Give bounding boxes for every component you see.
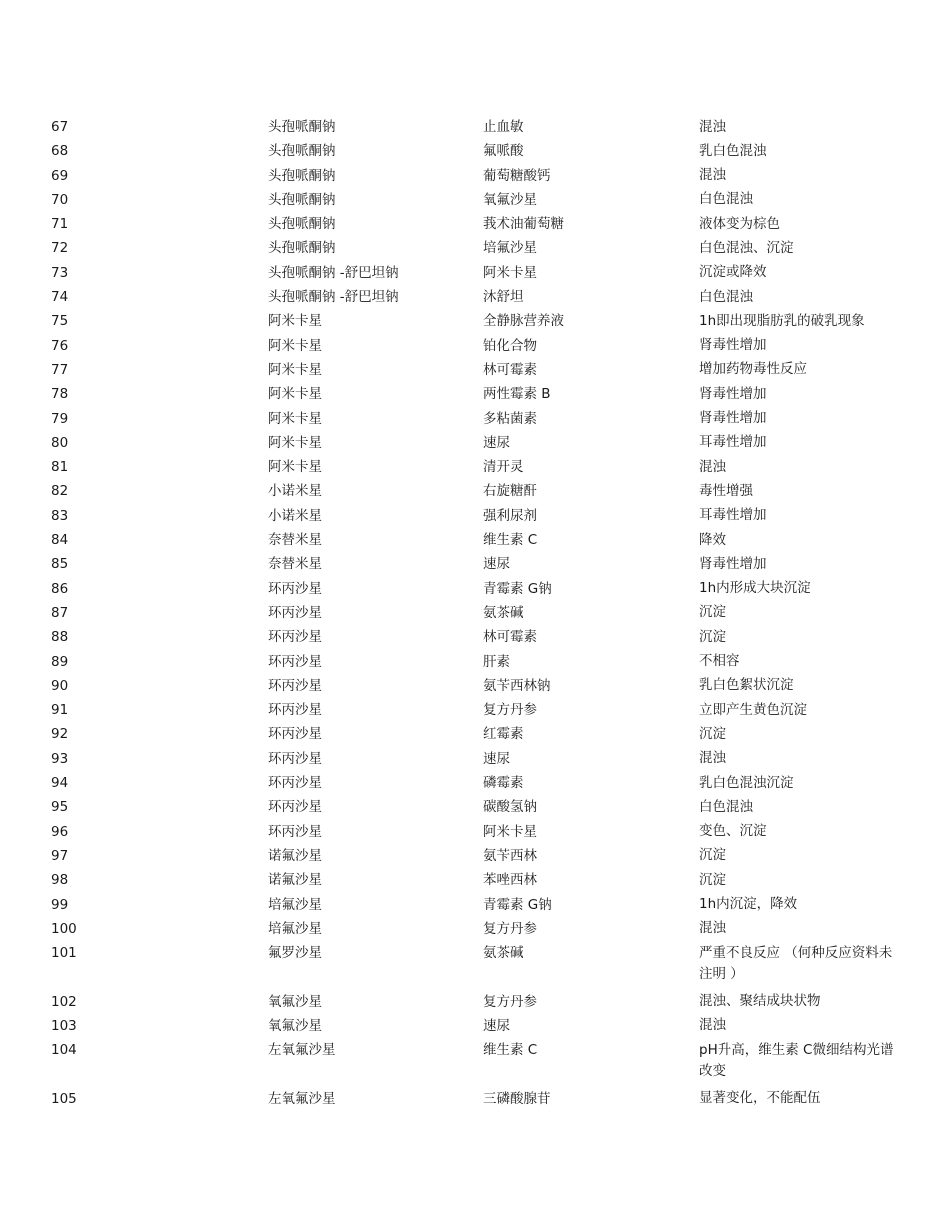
row-number: 80 — [51, 434, 69, 451]
row-number: 91 — [51, 702, 69, 719]
drug-b-cell: 维生素 C — [483, 532, 538, 549]
table-row — [0, 1038, 950, 1087]
table-row — [0, 698, 950, 722]
table-row — [0, 164, 950, 188]
drug-b-cell: 氨茶碱 — [483, 945, 524, 962]
row-number: 98 — [51, 872, 69, 889]
result-cell: 显著变化，不能配伍 — [699, 1090, 821, 1107]
result-cell: 混浊 — [699, 920, 726, 937]
drug-a-cell: 阿米卡星 — [268, 313, 322, 330]
row-number: 105 — [51, 1090, 77, 1107]
drug-a-cell: 环丙沙星 — [268, 823, 322, 840]
table-row — [0, 941, 950, 990]
result-cell: 乳白色混浊沉淀 — [699, 774, 794, 791]
drug-b-cell: 碳酸氢钠 — [483, 799, 537, 816]
drug-b-cell: 磷霉素 — [483, 775, 524, 792]
result-cell: 肾毒性增加 — [699, 410, 767, 427]
result-cell: 液体变为棕色 — [699, 215, 780, 232]
result-cell: 沉淀 — [699, 628, 726, 645]
drug-b-cell: 两性霉素 B — [483, 386, 551, 403]
drug-b-cell: 速尿 — [483, 750, 510, 767]
result-cell: 白色混浊、沉淀 — [699, 239, 794, 256]
drug-a-cell: 阿米卡星 — [268, 410, 322, 427]
table-row — [0, 479, 950, 503]
row-number: 76 — [51, 337, 69, 354]
drug-a-cell: 阿米卡星 — [268, 459, 322, 476]
drug-b-cell: 林可霉素 — [483, 629, 537, 646]
drug-b-cell: 林可霉素 — [483, 361, 537, 378]
result-cell: 变色、沉淀 — [699, 823, 767, 840]
drug-a-cell: 培氟沙星 — [268, 920, 322, 937]
row-number: 101 — [51, 945, 77, 962]
drug-b-cell: 多粘菌素 — [483, 410, 537, 427]
drug-a-cell: 小诺米星 — [268, 483, 322, 500]
drug-b-cell: 氟哌酸 — [483, 143, 524, 160]
drug-a-cell: 头孢哌酮钠 — [268, 119, 336, 135]
result-cell: 增加药物毒性反应 — [699, 361, 807, 378]
row-number: 73 — [51, 264, 69, 281]
row-number: 75 — [51, 313, 69, 330]
row-number: 89 — [51, 653, 69, 670]
result-cell: pH升高，维生素 C微细结构光谱改变 — [699, 1041, 894, 1079]
row-number: 79 — [51, 410, 69, 427]
table-row — [0, 431, 950, 455]
drug-a-cell: 培氟沙星 — [268, 896, 322, 913]
drug-a-cell: 阿米卡星 — [268, 386, 322, 403]
table-row — [0, 261, 950, 285]
drug-b-cell: 维生素 C — [483, 1042, 538, 1059]
table-row — [0, 407, 950, 431]
table-row — [0, 747, 950, 771]
drug-a-cell: 头孢哌酮钠 — [268, 143, 336, 160]
result-cell: 1h内沉淀，降效 — [699, 896, 798, 912]
row-number: 87 — [51, 604, 69, 621]
row-number: 67 — [51, 119, 69, 135]
table-row — [0, 577, 950, 601]
drug-a-cell: 环丙沙星 — [268, 604, 322, 621]
table-row — [0, 674, 950, 698]
drug-a-cell: 环丙沙星 — [268, 775, 322, 792]
drug-a-cell: 小诺米星 — [268, 507, 322, 524]
row-number: 85 — [51, 556, 69, 573]
table-row — [0, 358, 950, 382]
result-cell: 白色混浊 — [699, 191, 753, 208]
drug-b-cell: 青霉素 G钠 — [483, 580, 552, 597]
table-row — [0, 917, 950, 941]
result-cell: 白色混浊 — [699, 288, 753, 305]
table-row — [0, 820, 950, 844]
table-row — [0, 844, 950, 868]
table-row — [0, 601, 950, 625]
row-number: 104 — [51, 1042, 77, 1059]
table-row — [0, 552, 950, 576]
table-row — [0, 771, 950, 795]
drug-a-cell: 阿米卡星 — [268, 337, 322, 354]
table-row — [0, 795, 950, 819]
drug-a-cell: 环丙沙星 — [268, 799, 322, 816]
drug-b-cell: 氧氟沙星 — [483, 191, 537, 208]
drug-b-cell: 阿米卡星 — [483, 264, 537, 281]
table-row — [0, 115, 950, 139]
table-row — [0, 1087, 950, 1111]
drug-a-cell: 奈替米星 — [268, 532, 322, 549]
table-row — [0, 893, 950, 917]
row-number: 71 — [51, 216, 69, 233]
drug-a-cell: 氧氟沙星 — [268, 1017, 322, 1034]
result-cell: 肾毒性增加 — [699, 337, 767, 354]
table-row — [0, 722, 950, 746]
row-number: 69 — [51, 167, 69, 184]
row-number: 77 — [51, 361, 69, 378]
row-number: 81 — [51, 459, 69, 476]
table-row — [0, 139, 950, 163]
row-number: 72 — [51, 240, 69, 257]
drug-b-cell: 红霉素 — [483, 726, 524, 743]
drug-a-cell: 环丙沙星 — [268, 726, 322, 743]
result-cell: 乳白色混浊 — [699, 142, 767, 159]
drug-a-cell: 头孢哌酮钠 -舒巴坦钠 — [268, 264, 399, 281]
drug-a-cell: 诺氟沙星 — [268, 872, 322, 889]
row-number: 100 — [51, 920, 77, 937]
drug-b-cell: 清开灵 — [483, 459, 524, 476]
row-number: 99 — [51, 896, 69, 913]
drug-a-cell: 阿米卡星 — [268, 434, 322, 451]
result-cell: 1h即出现脂肪乳的破乳现象 — [699, 312, 865, 329]
result-cell: 降效 — [699, 531, 726, 548]
drug-a-cell: 头孢哌酮钠 — [268, 240, 336, 257]
drug-a-cell: 头孢哌酮钠 — [268, 191, 336, 208]
drug-b-cell: 速尿 — [483, 556, 510, 573]
table-row — [0, 1014, 950, 1038]
table-row — [0, 868, 950, 892]
result-cell: 1h内形成大块沉淀 — [699, 580, 811, 597]
result-cell: 沉淀 — [699, 604, 726, 621]
row-number: 96 — [51, 823, 69, 840]
row-number: 82 — [51, 483, 69, 500]
table-row — [0, 236, 950, 260]
result-cell: 沉淀或降效 — [699, 264, 767, 281]
result-cell: 沉淀 — [699, 847, 726, 864]
drug-b-cell: 右旋糖酐 — [483, 483, 537, 500]
row-number: 103 — [51, 1017, 77, 1034]
table-row — [0, 212, 950, 236]
drug-a-cell: 氟罗沙星 — [268, 945, 322, 962]
drug-b-cell: 氨苄西林钠 — [483, 677, 551, 694]
drug-a-cell: 环丙沙星 — [268, 702, 322, 719]
result-cell: 混浊 — [699, 118, 726, 135]
drug-a-cell: 阿米卡星 — [268, 361, 322, 378]
row-number: 88 — [51, 629, 69, 646]
drug-b-cell: 莪术油葡萄糖 — [483, 216, 564, 233]
row-number: 92 — [51, 726, 69, 743]
result-cell: 耳毒性增加 — [699, 507, 767, 524]
result-cell: 沉淀 — [699, 725, 726, 742]
drug-b-cell: 铂化合物 — [483, 337, 537, 354]
row-number: 68 — [51, 143, 69, 160]
drug-a-cell: 环丙沙星 — [268, 750, 322, 767]
result-cell: 沉淀 — [699, 871, 726, 888]
result-cell: 不相容 — [699, 653, 740, 670]
table-row — [0, 309, 950, 333]
drug-b-cell: 氨苄西林 — [483, 847, 537, 864]
row-number: 94 — [51, 775, 69, 792]
row-number: 70 — [51, 191, 69, 208]
drug-b-cell: 复方丹参 — [483, 993, 537, 1010]
drug-b-cell: 青霉素 G钠 — [483, 896, 552, 913]
drug-a-cell: 环丙沙星 — [268, 653, 322, 670]
drug-b-cell: 全静脉营养液 — [483, 313, 564, 330]
row-number: 102 — [51, 993, 77, 1010]
result-cell: 立即产生黄色沉淀 — [699, 701, 807, 718]
drug-b-cell: 速尿 — [483, 1017, 510, 1034]
row-number: 95 — [51, 799, 69, 816]
row-number: 86 — [51, 580, 69, 597]
drug-b-cell: 氨茶碱 — [483, 604, 524, 621]
row-number: 90 — [51, 677, 69, 694]
result-cell: 耳毒性增加 — [699, 434, 767, 451]
drug-b-cell: 三磷酸腺苷 — [483, 1090, 551, 1107]
row-number: 97 — [51, 847, 69, 864]
drug-b-cell: 复方丹参 — [483, 702, 537, 719]
incompatibility-table — [0, 115, 950, 1111]
drug-a-cell: 诺氟沙星 — [268, 847, 322, 864]
drug-a-cell: 头孢哌酮钠 — [268, 216, 336, 233]
drug-a-cell: 环丙沙星 — [268, 580, 322, 597]
result-cell: 严重不良反应 （何种反应资料未注明 ） — [699, 944, 893, 982]
table-row — [0, 188, 950, 212]
row-number: 78 — [51, 386, 69, 403]
drug-a-cell: 头孢哌酮钠 — [268, 167, 336, 184]
drug-b-cell: 培氟沙星 — [483, 240, 537, 257]
drug-a-cell: 氧氟沙星 — [268, 993, 322, 1010]
drug-b-cell: 速尿 — [483, 434, 510, 451]
table-row — [0, 382, 950, 406]
drug-a-cell: 环丙沙星 — [268, 677, 322, 694]
table-row — [0, 504, 950, 528]
result-cell: 白色混浊 — [699, 798, 753, 815]
result-cell: 混浊 — [699, 1017, 726, 1034]
drug-b-cell: 止血敏 — [483, 119, 524, 135]
table-row — [0, 990, 950, 1014]
result-cell: 混浊 — [699, 750, 726, 767]
drug-a-cell: 左氧氟沙星 — [268, 1090, 336, 1107]
drug-a-cell: 环丙沙星 — [268, 629, 322, 646]
drug-a-cell: 头孢哌酮钠 -舒巴坦钠 — [268, 289, 399, 306]
result-cell: 混浊、聚结成块状物 — [699, 993, 821, 1010]
drug-b-cell: 苯唑西林 — [483, 872, 537, 889]
drug-b-cell: 葡萄糖酸钙 — [483, 167, 551, 184]
result-cell: 肾毒性增加 — [699, 385, 767, 402]
drug-b-cell: 阿米卡星 — [483, 823, 537, 840]
drug-a-cell: 左氧氟沙星 — [268, 1042, 336, 1059]
table-row — [0, 650, 950, 674]
row-number: 93 — [51, 750, 69, 767]
result-cell: 混浊 — [699, 167, 726, 184]
drug-a-cell: 奈替米星 — [268, 556, 322, 573]
row-number: 84 — [51, 532, 69, 549]
result-cell: 肾毒性增加 — [699, 555, 767, 572]
result-cell: 混浊 — [699, 458, 726, 475]
drug-b-cell: 强利尿剂 — [483, 507, 537, 524]
drug-b-cell: 复方丹参 — [483, 920, 537, 937]
table-row — [0, 285, 950, 309]
table-row — [0, 334, 950, 358]
row-number: 83 — [51, 507, 69, 524]
result-cell: 乳白色絮状沉淀 — [699, 677, 794, 694]
row-number: 74 — [51, 289, 69, 306]
table-row — [0, 455, 950, 479]
table-row — [0, 528, 950, 552]
drug-b-cell: 沐舒坦 — [483, 289, 524, 306]
drug-b-cell: 肝素 — [483, 653, 510, 670]
table-row — [0, 625, 950, 649]
result-cell: 毒性增强 — [699, 482, 753, 499]
